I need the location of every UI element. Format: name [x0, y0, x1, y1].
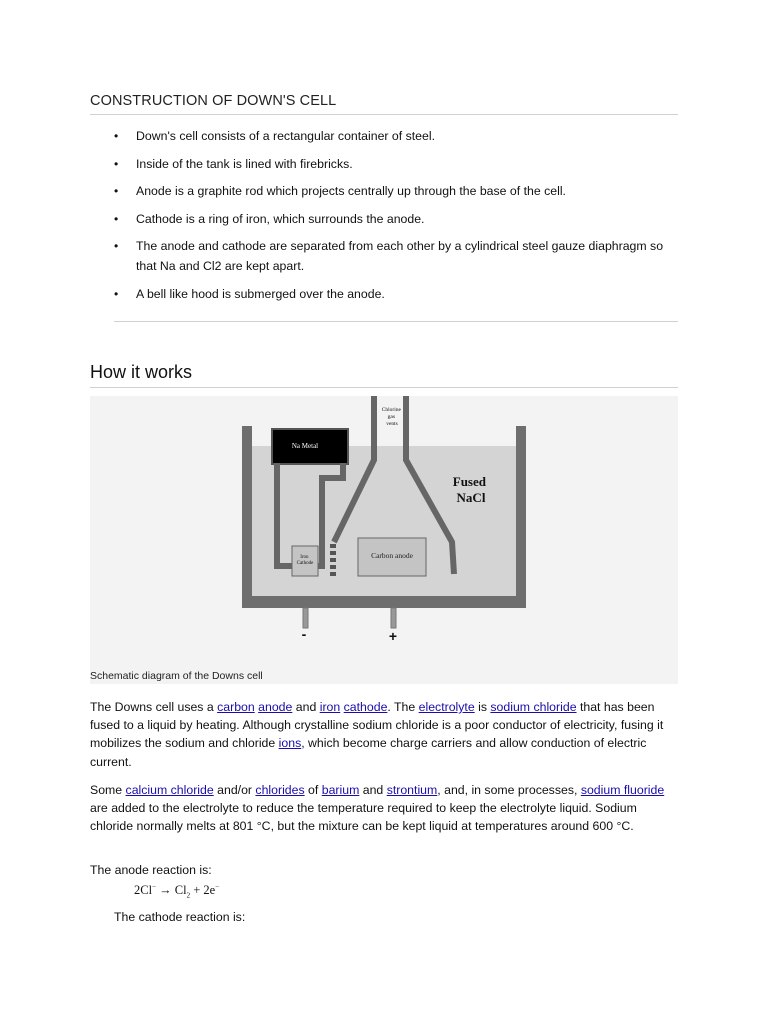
- tank-base: [242, 596, 526, 608]
- list-item: • Down's cell consists of a rectangular container of steel.: [114, 126, 674, 146]
- downs-cell-figure: [90, 396, 678, 684]
- link-cathode[interactable]: cathode: [343, 700, 388, 714]
- anode-equation: $2Cl^- \to Cl_2 + 2e^-$: [134, 883, 220, 900]
- construction-list: [114, 126, 674, 311]
- fused-nacl-label: Fused NaCl: [452, 474, 486, 505]
- list-item: • The anode and cathode are separated from each other by a cylindrical steel gauze diaphragm so that Na and Cl2 are kept apart.: [114, 236, 674, 276]
- list-item: • Anode is a graphite rod which projects centrally up through the base of the cell.: [114, 181, 674, 201]
- paragraph-downs-cell: The Downs cell uses a carbon anode and iron cathode. The electrolyte is sodium chloride that has been fused to a liquid by heating. Although crystalline sodium chloride is a poor conductor of electricity, fusing it mobilizes the sodium and chloride ions, which become charge carriers and allow conduction of electric current.: [90, 700, 664, 769]
- link-ions[interactable]: ions: [278, 736, 302, 751]
- chlorine-vent-label: Chlorine gas vents: [381, 407, 401, 427]
- list-item: • Inside of the tank is lined with firebricks.: [114, 154, 674, 174]
- section-title: CONSTRUCTION OF DOWN'S CELL: [90, 93, 337, 109]
- divider: [90, 114, 678, 115]
- divider: [114, 321, 678, 322]
- carbon-anode-label: Carbon anode: [371, 551, 413, 560]
- link-chlorides[interactable]: chlorides: [255, 783, 305, 797]
- list-item: • Cathode is a ring of iron, which surrounds the anode.: [114, 209, 674, 229]
- link-sodium-fluoride[interactable]: sodium fluoride: [580, 783, 665, 797]
- tank-left-wall: [242, 426, 252, 606]
- downs-cell-diagram: [90, 396, 678, 684]
- na-metal-label: Na Metal: [291, 442, 319, 450]
- plus-sign: +: [388, 628, 398, 644]
- figure-caption: Schematic diagram of the Downs cell: [90, 670, 263, 682]
- link-strontium[interactable]: strontium: [386, 783, 438, 797]
- cathode-terminal: [303, 608, 308, 628]
- link-calcium-chloride[interactable]: calcium chloride: [125, 783, 214, 797]
- anode-reaction-intro: The anode reaction is:: [90, 863, 212, 877]
- link-barium[interactable]: barium: [321, 783, 360, 797]
- how-it-works-heading: How it works: [90, 362, 193, 382]
- anode-terminal: [391, 608, 396, 628]
- link-carbon[interactable]: carbon: [217, 700, 255, 714]
- minus-sign: -: [301, 626, 307, 642]
- link-sodium-chloride[interactable]: sodium chloride: [490, 700, 577, 714]
- link-iron[interactable]: iron: [319, 700, 341, 714]
- iron-cathode-label: Iron Cathode: [296, 555, 314, 566]
- tank-right-wall: [516, 426, 526, 606]
- paragraph-additives: Some calcium chloride and/or chlorides of barium and strontium, and, in some processes, sodium fluoride are added to the electrolyte to reduce the temperature required to keep the electrolyte liquid. Sodium chloride normally melts at 801 °C, but the mixture can be kept liquid at temperatures around 600 °C.: [90, 783, 665, 834]
- cathode-reaction-intro: The cathode reaction is:: [114, 910, 246, 924]
- divider: [90, 387, 678, 388]
- link-anode[interactable]: anode: [258, 700, 293, 714]
- link-electrolyte[interactable]: electrolyte: [418, 700, 475, 714]
- list-item: • A bell like hood is submerged over the anode.: [114, 284, 674, 304]
